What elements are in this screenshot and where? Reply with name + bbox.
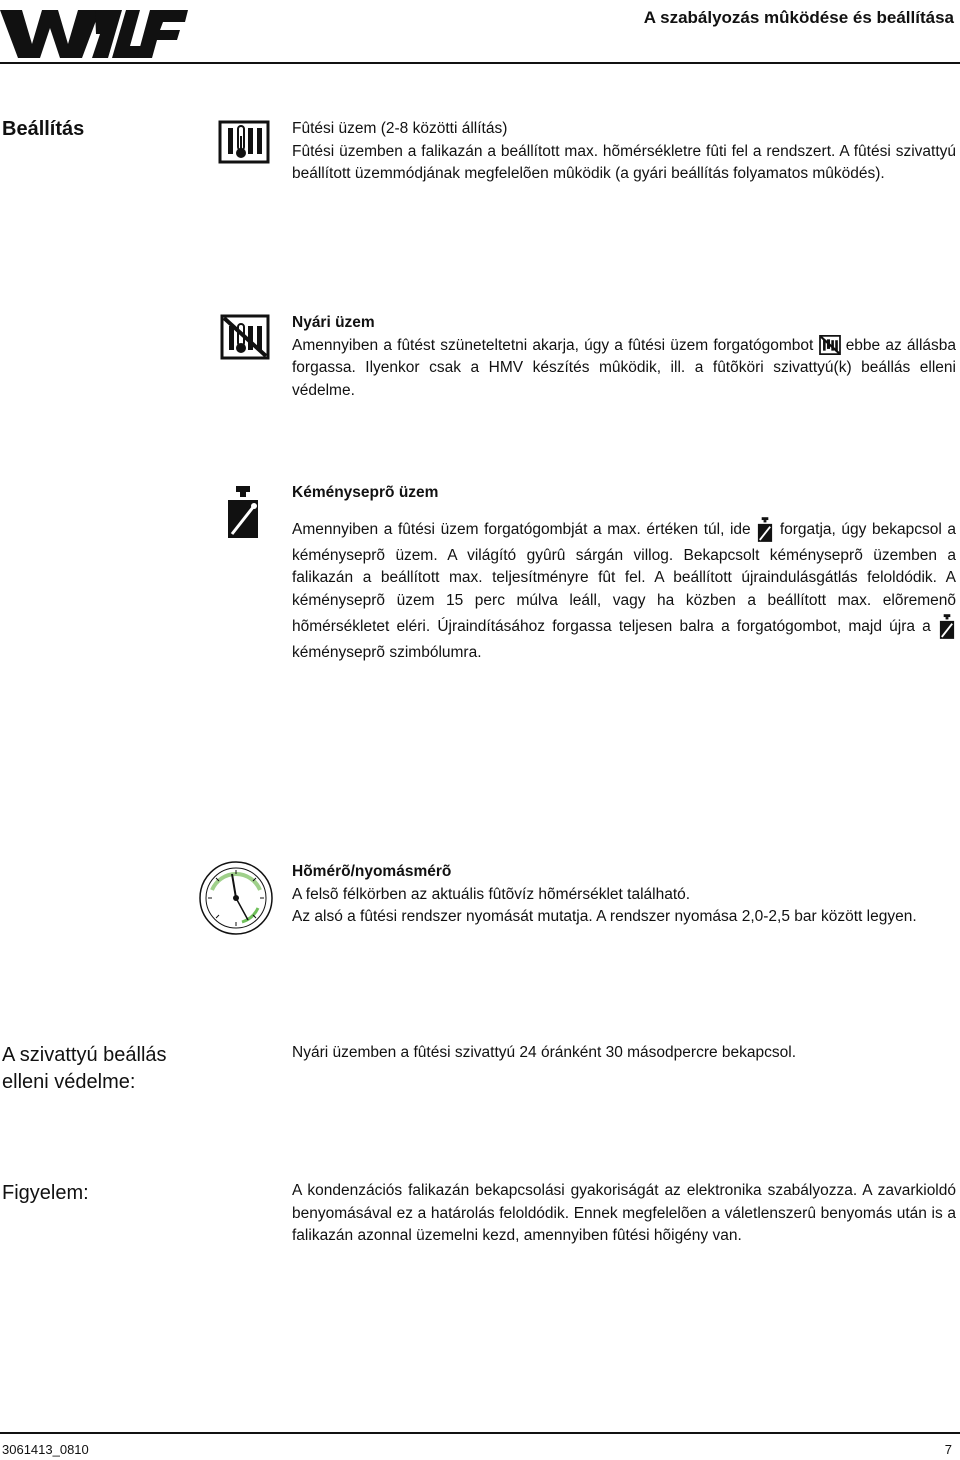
radiator-thermometer-icon: [218, 120, 270, 164]
summer-mode-title: Nyári üzem: [292, 314, 375, 331]
gauge-title: Hõmérõ/nyomásmérõ: [292, 863, 452, 880]
page-number: 7: [944, 1442, 952, 1457]
heating-mode-title: Fûtési üzem (2-8 közötti állítás): [292, 120, 508, 137]
wolf-logo: [0, 6, 190, 62]
summer-mode-text: Amennyiben a fûtést szüneteltetni akarja, úgy a fûtési üzem forgatógombot ebbe az állásba forgassa. Ilyenkor csak a HMV készítés mûködik, ill. a fûtõköri szivattyú(k) beállás elleni védelme.: [292, 336, 957, 399]
chimney-sweep-small-icon: [756, 515, 774, 545]
thermometer-pressure-gauge-icon: [198, 860, 274, 936]
chimney-sweep-title: Kéményseprõ üzem: [292, 484, 439, 501]
heating-mode-block: [292, 118, 956, 186]
pump-protection-label: A szivattyú beállás elleni védelme:: [2, 1044, 167, 1093]
footer-divider: [0, 1432, 960, 1434]
pump-protection-text: Nyári üzemben a fûtési szivattyú 24 óránként 30 másodpercre bekapcsol.: [292, 1044, 797, 1061]
attention-text: A kondenzációs falikazán bekapcsolási gyakoriságát az elektronika szabályozza. A zavarkioldó benyomásával ez a határolás feloldódik. Ennek megfelelõen a váletlenszerû benyomás után is a falikazán azonnal üzemelni kezd, amennyiben fûtési hõigény van.: [292, 1182, 956, 1244]
gauge-block: [292, 861, 956, 929]
radiator-crossed-icon: [220, 314, 270, 360]
chimney-sweep-text: Amennyiben a fûtési üzem forgatógombját a max. értéken túl, ide forgatja, úgy bekapcsol a kéményseprõ üzem. A világító gyûrû sárgán villog. Bekapcsolt kéményseprõ üzemben a falikazán a beállított max. teljesítményre fût fel. A beállított újraindulásgátlás feloldódik. A kéményseprõ üzem 15 perc múlva leáll, vagy ha közben a beállított max. elõremenõ hõmérsékletet eléri. Újraindításához forgassa teljesen balra a forgatógombot, majd újra a kéményseprõ szimbólumra.: [292, 515, 956, 665]
header-divider: [0, 62, 960, 64]
radiator-crossed-small-icon: [819, 335, 841, 355]
heating-mode-text: Fûtési üzemben a falikazán a beállított max. hõmérsékletre fûti fel a rendszert. A fûtési szivattyú beállított üzemmódjának megfelelõen mûködik (a gyári beállítás folyamatos mûködés).: [292, 142, 956, 182]
chimney-sweep-small-icon: [938, 612, 956, 642]
settings-label: Beállítás: [2, 118, 85, 140]
attention-label: Figyelem:: [2, 1182, 89, 1204]
gauge-text-2: Az alsó a fûtési rendszer nyomását mutatja. A rendszer nyomása 2,0-2,5 bar között legyen.: [292, 908, 917, 925]
page-header-title: A szabályozás mûködése és beállítása: [643, 8, 954, 27]
document-number: 3061413_0810: [2, 1442, 89, 1457]
summer-mode-block: [292, 312, 956, 402]
chimney-sweep-block: [292, 482, 956, 665]
chimney-sweep-icon: [224, 486, 262, 540]
gauge-text-1: A felsõ félkörben az aktuális fûtõvíz hõmérséklet található.: [292, 885, 691, 903]
